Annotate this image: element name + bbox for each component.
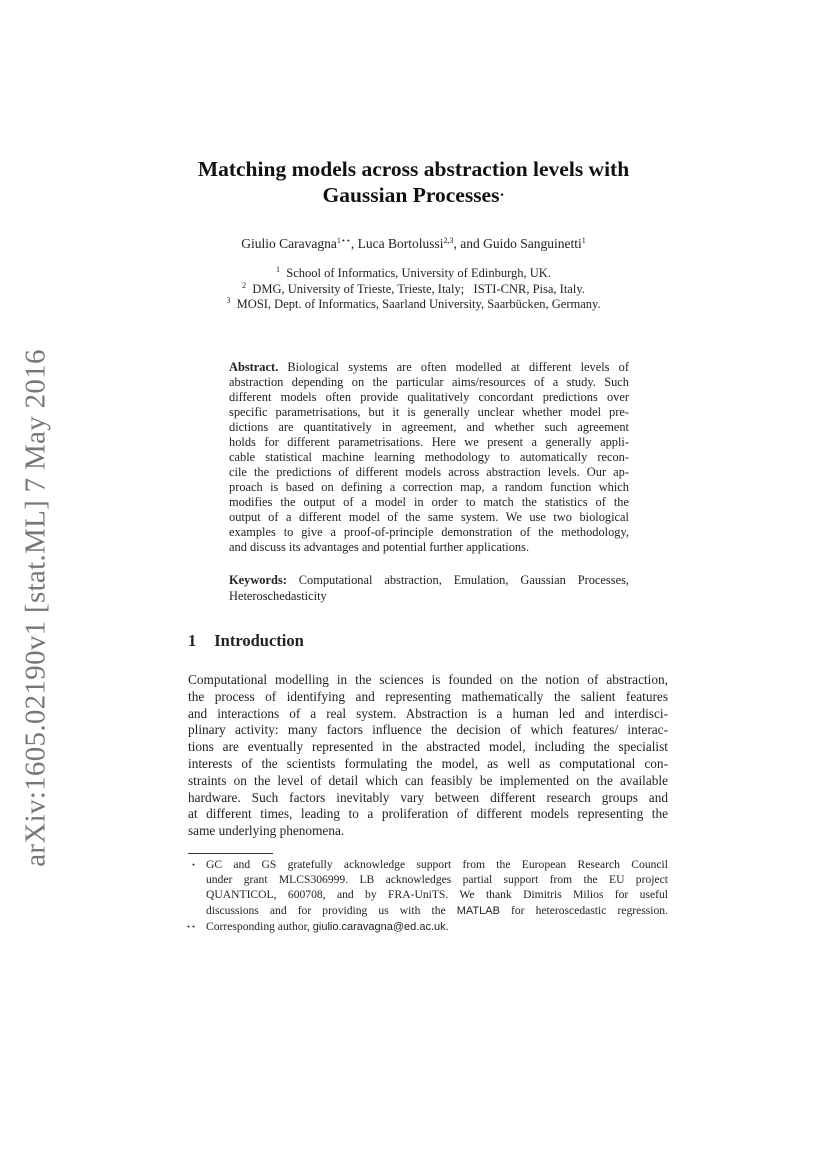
intro-line: hardware. Such factors inevitably vary between different research groups and xyxy=(188,789,668,805)
footnote-1 xyxy=(188,857,668,919)
footnote-line: GC and GS gratefully acknowledge support from the European Research Council xyxy=(206,858,668,871)
affiliation-text: School of Informatics, University of Edinburgh, UK. xyxy=(286,266,551,280)
intro-line: straints on the level of detail which can feasibly be implemented on the available xyxy=(188,772,668,788)
paper-title xyxy=(150,156,677,208)
abstract-line: abstraction depending on the particular aims/resources of a study. Such xyxy=(229,375,629,389)
abstract-line: specific parametrisations, but it is generally unclear whether model pre- xyxy=(229,405,629,419)
section-number: 1 xyxy=(188,631,197,650)
author-sup: 2,3 xyxy=(443,236,454,245)
abstract-line: examples to give a proof-of-principle demonstration of the methodology, xyxy=(229,525,629,539)
keywords-text: Computational abstraction, Emulation, Gaussian Processes, xyxy=(298,573,629,587)
arxiv-identifier: arXiv:1605.02190v1 [stat.ML] 7 May 2016 xyxy=(19,349,52,867)
abstract-line: cile the predictions of different models across abstraction levels. Our ap- xyxy=(229,465,629,479)
section-title: Introduction xyxy=(214,631,304,650)
abstract xyxy=(229,360,629,555)
abstract-line: modifies the output of a model in order to match the statistics of the xyxy=(229,495,629,509)
affiliation-sup: 3 xyxy=(226,296,231,305)
footnote-mark: ⋆ xyxy=(191,860,197,869)
intro-line: and interactions of a real system. Abstraction is a human led and interdisci- xyxy=(188,705,668,721)
affiliations xyxy=(150,266,677,313)
abstract-label: Abstract. xyxy=(229,360,279,374)
footnotes xyxy=(188,857,668,935)
abstract-line: different models often provide qualitatively concordant predictions over xyxy=(229,390,629,404)
title-footnote-mark: ⋆ xyxy=(499,190,505,199)
abstract-text: Biological systems are often modelled at different levels of xyxy=(287,360,629,374)
affiliation-text: MOSI, Dept. of Informatics, Saarland University, Saarbücken, Germany. xyxy=(236,297,601,311)
footnote-line: QUANTICOL, 600708, and by FRA-UniTS. We thank Dimitris Milios for useful xyxy=(206,888,668,902)
footnote-text: Corresponding author, xyxy=(206,919,310,933)
abstract-line: and discuss its advantages and potential further applications. xyxy=(229,540,530,554)
author-sup: 1 xyxy=(581,236,586,245)
affiliation-text: DMG, University of Trieste, Trieste, Italy; ISTI-CNR, Pisa, Italy. xyxy=(252,281,585,296)
intro-line: the process of identifying and representing mathematically the salient features xyxy=(188,688,668,704)
keywords-label: Keywords: xyxy=(229,573,287,587)
abstract-line: dictions are quantitatively in agreement, and whether such agreement xyxy=(229,420,629,434)
footnote-mark: ⋆⋆ xyxy=(186,921,197,931)
affiliation xyxy=(150,282,677,298)
footnote-rule xyxy=(188,853,273,854)
keywords xyxy=(229,573,629,604)
intro-line: tions are eventually represented in the abstracted model, including the specialist xyxy=(188,739,668,755)
intro-line: interests of the scientists formulating the model, as well as computational con- xyxy=(188,755,668,771)
intro-line: same underlying phenomena. xyxy=(188,823,345,839)
affiliation xyxy=(150,266,677,282)
author-name: Giulio Caravagna xyxy=(241,236,337,251)
abstract-line: cable statistical machine learning methodology to automatically recon- xyxy=(229,450,629,464)
intro-line: at different times, leading to a proliferation of different models representing the xyxy=(188,806,668,822)
affiliation-sup: 1 xyxy=(276,265,281,274)
footnote-line xyxy=(206,903,668,919)
abstract-line: holds for different parametrisations. Here we present a generally appli- xyxy=(229,435,629,449)
abstract-line: output of a different model of the same system. We use two biological xyxy=(229,510,629,524)
author-sup: 1⋆⋆ xyxy=(336,236,351,245)
introduction-paragraph xyxy=(188,672,668,840)
footnote-text: . xyxy=(445,919,449,933)
footnote-2 xyxy=(188,919,668,935)
footnote-line: under grant MLCS306999. LB acknowledges partial support from the EU project xyxy=(206,873,668,887)
abstract-line xyxy=(229,360,629,375)
title-line xyxy=(150,182,677,208)
author-name: Luca Bortolussi xyxy=(357,236,444,251)
affiliation xyxy=(150,297,677,313)
footnote-text: discussions and for providing us with the xyxy=(206,903,446,917)
footnote-text: for heteroscedastic regression. xyxy=(511,903,669,917)
keywords-line: Heteroschedasticity xyxy=(229,588,327,603)
title-text: Gaussian Processes xyxy=(322,183,500,207)
affiliation-sup: 2 xyxy=(242,280,247,290)
intro-line: plinary activity: many factors influence the decision of which features/ interac- xyxy=(188,722,668,738)
intro-line: Computational modelling in the sciences is founded on the notion of abstraction, xyxy=(188,672,668,687)
author-name: Guido Sanguinetti xyxy=(483,236,582,251)
title-line: Matching models across abstraction levels with xyxy=(197,157,630,181)
abstract-line: proach is based on defining a correction map, a random function which xyxy=(229,480,629,494)
keywords-line xyxy=(229,573,629,589)
section-heading xyxy=(188,631,322,651)
author-email-link[interactable]: giulio.caravagna@ed.ac.uk xyxy=(312,920,446,933)
matlab-label: MATLAB xyxy=(456,904,500,917)
authors: Giulio Caravagna$^{1⋆⋆}$, Luca Bortolussi$^{2,3}$, and Guido Sanguinetti$^1$ xyxy=(241,236,586,251)
